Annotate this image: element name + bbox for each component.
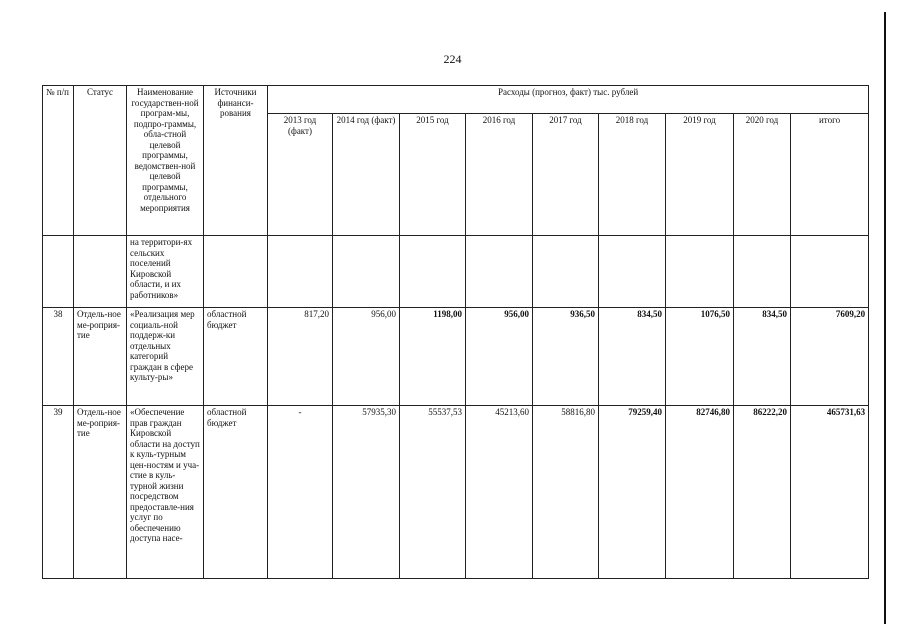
continuation-row	[43, 236, 869, 308]
row-value-2015: 1198,00	[400, 308, 466, 406]
budget-table	[42, 85, 869, 579]
cell-empty	[43, 236, 74, 308]
row-value-2016: 45213,60	[466, 406, 533, 579]
row-value-total: 465731,63	[791, 406, 869, 579]
page-number: 224	[443, 52, 462, 66]
row-value-2014: 57935,30	[333, 406, 400, 579]
cell-empty	[466, 236, 533, 308]
row-value-2019: 1076,50	[666, 308, 734, 406]
row-status: Отдель-ное ме-роприя-тие	[74, 308, 127, 406]
cell-empty	[74, 236, 127, 308]
header-year-2014: 2014 год (факт)	[333, 114, 400, 236]
cell-empty	[400, 236, 466, 308]
header-year-2019: 2019 год	[666, 114, 734, 236]
row-value-2020: 86222,20	[734, 406, 791, 579]
row-value-2017: 58816,80	[533, 406, 599, 579]
header-year-2020: 2020 год	[734, 114, 791, 236]
cell-empty	[734, 236, 791, 308]
header-year-2016: 2016 год	[466, 114, 533, 236]
row-num: 39	[43, 406, 74, 579]
row-value-2020: 834,50	[734, 308, 791, 406]
cell-empty	[268, 236, 333, 308]
row-value-2018: 834,50	[599, 308, 666, 406]
row-value-total: 7609,20	[791, 308, 869, 406]
row-value-2016: 956,00	[466, 308, 533, 406]
row-status: Отдель-ное ме-роприя-тие	[74, 406, 127, 579]
header-name: Наименование государствен-ной програм-мы, подпро-граммы, обла-стной целевой программы, ведомствен-ной целевой программы, отдельного мероприятия	[127, 86, 204, 236]
row-value-2019: 82746,80	[666, 406, 734, 579]
header-year-2018: 2018 год	[599, 114, 666, 236]
row-name: «Обеспечение прав граждан Кировской области на доступ к куль-турным цен-ностям и уча-стие в куль-турной жизни посредством предоставле-ния услуг по обеспечению доступа насе-	[127, 406, 204, 579]
header-year-2017: 2017 год	[533, 114, 599, 236]
cell-empty	[599, 236, 666, 308]
row-value-2018: 79259,40	[599, 406, 666, 579]
row-source: областной бюджет	[204, 406, 268, 579]
row-value-2013: -	[268, 406, 333, 579]
row-name: «Реализация мер социаль-ной поддерж-ки отдельных категорий граждан в сфере культу-ры»	[127, 308, 204, 406]
header-num: № п/п	[43, 86, 74, 236]
row-value-2014: 956,00	[333, 308, 400, 406]
continuation-name: на территори-ях сельских поселений Кировской области, и их работников»	[127, 236, 204, 308]
row-value-2017: 936,50	[533, 308, 599, 406]
header-status: Статус	[74, 86, 127, 236]
cell-empty	[791, 236, 869, 308]
row-value-2013: 817,20	[268, 308, 333, 406]
header-year-2013: 2013 год (факт)	[268, 114, 333, 236]
row-value-2015: 55537,53	[400, 406, 466, 579]
cell-empty	[666, 236, 734, 308]
table-row	[43, 406, 869, 579]
header-total: итого	[791, 114, 869, 236]
header-year-2015: 2015 год	[400, 114, 466, 236]
page-edge-rule	[884, 12, 886, 624]
header-sources: Источники финанси-рования	[204, 86, 268, 236]
cell-empty	[533, 236, 599, 308]
header-expenses: Расходы (прогноз, факт) тыс. рублей	[268, 86, 869, 114]
row-source: областной бюджет	[204, 308, 268, 406]
cell-empty	[333, 236, 400, 308]
row-num: 38	[43, 308, 74, 406]
header-row-top	[43, 86, 869, 114]
cell-empty	[204, 236, 268, 308]
table-row	[43, 308, 869, 406]
